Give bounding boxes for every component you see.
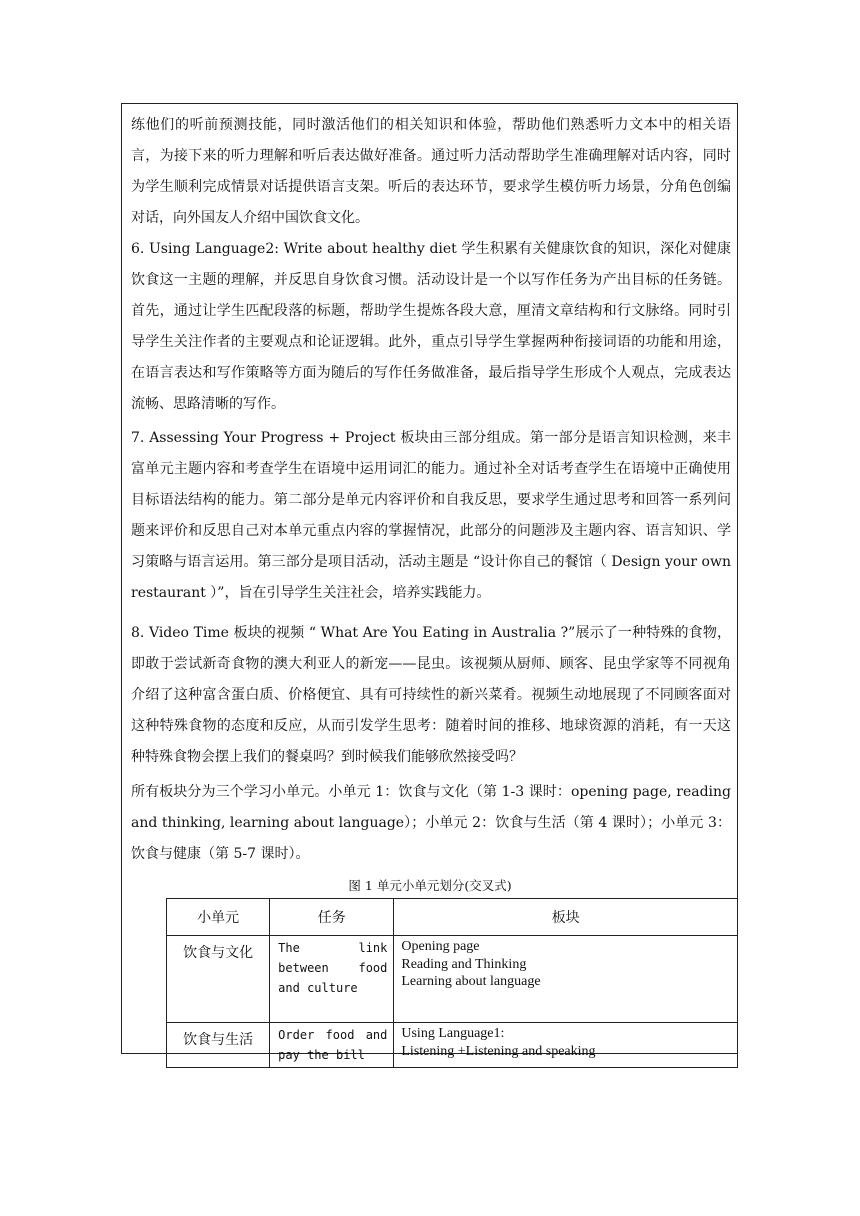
paragraph-listening-intro: 练他们的听前预测技能，同时激活他们的相关知识和体验，帮助他们熟悉听力文本中的相关语言，为接下来的听力理解和听后表达做好准备。通过听力活动帮助学生准确理解对话内容，同时为学生顺利完成情景对话提供语言支架。听后的表达环节，要求学生模仿听力场景，分角色创编对话，向外国友人介绍中国饮食文化。: [131, 117, 731, 226]
cell-task: The link between food and culture: [270, 936, 394, 1023]
cell-unit: 饮食与文化: [167, 936, 270, 1023]
header-sub-unit: 小单元: [167, 899, 270, 936]
paragraph-using-language-2: 6. Using Language2: Write about healthy diet 学生积累有关健康饮食的知识，深化对健康饮食这一主题的理解，并反思自身饮食习惯。活动设计是一个以写作任务为产出目标的任务链。首先，通过让学生匹配段落的标题，帮助学生提炼各段大意，厘清文章结构和行文脉络。同时引导学生关注作者的主要观点和论证逻辑。此外，重点引导学生掌握两种衔接词语的功能和用途，在语言表达和写作策略等方面为随后的写作任务做准备，最后指导学生形成个人观点，完成表达流畅、思路清晰的写作。: [131, 241, 731, 412]
paragraph-sub-units: 所有板块分为三个学习小单元。小单元 1：饮食与文化（第 1-3 课时：opening page, reading and thinking, learning about language）；小单元 2：饮食与生活（第 4 课时）；小单元 3：饮食与健康（第 5-7 课时）。: [131, 784, 731, 862]
paragraph-assessing-progress: 7. Assessing Your Progress + Project 板块由三部分组成。第一部分是语言知识检测，来丰富单元主题内容和考查学生在语境中运用词汇的能力。通过补全对话考查学生在语境中正确使用目标语法结构的能力。第二部分是单元内容评价和自我反思，要求学生通过思考和回答一系列问题来评价和反思自己对本单元重点内容的掌握情况，此部分的问题涉及主题内容、语言知识、学习策略与语言运用。第三部分是项目活动，活动主题是 “设计你自己的餐馆（ Design your own restaurant ）”，旨在引导学生关注社会，培养实践能力。: [131, 430, 731, 601]
table-caption: 图 1 单元小单元划分(交叉式): [348, 878, 512, 893]
block-item: Learning about language: [401, 974, 541, 989]
sub-unit-table: [166, 898, 738, 1068]
header-task: 任务: [270, 899, 394, 936]
block-item: Using Language1:: [401, 1026, 505, 1041]
cell-blocks: [394, 936, 738, 1023]
block-item: Listening +Listening and speaking: [401, 1043, 596, 1059]
cell-blocks: [394, 1023, 738, 1068]
cell-unit: 饮食与生活: [167, 1023, 270, 1068]
block-item: Opening page: [401, 939, 480, 954]
table-row: [167, 1023, 738, 1068]
header-blocks: 板块: [394, 899, 738, 936]
table-row: [167, 936, 738, 1023]
block-item: Reading and Thinking: [401, 956, 527, 972]
cell-task: Order food and pay the bill: [270, 1023, 394, 1068]
table-header-row: [167, 899, 738, 936]
paragraph-video-time: 8. Video Time 板块的视频 “ What Are You Eating in Australia ?”展示了一种特殊的食物，即敢于尝试新奇食物的澳大利亚人的新宠——昆虫。该视频从厨师、顾客、昆虫学家等不同视角介绍了这种富含蛋白质、价格便宜、具有可持续性的新兴菜肴。视频生动地展现了不同顾客面对这种特殊食物的态度和反应，从而引发学生思考：随着时间的推移、地球资源的消耗，有一天这种特殊食物会摆上我们的餐桌吗？到时候我们能够欣然接受吗？: [131, 625, 731, 765]
